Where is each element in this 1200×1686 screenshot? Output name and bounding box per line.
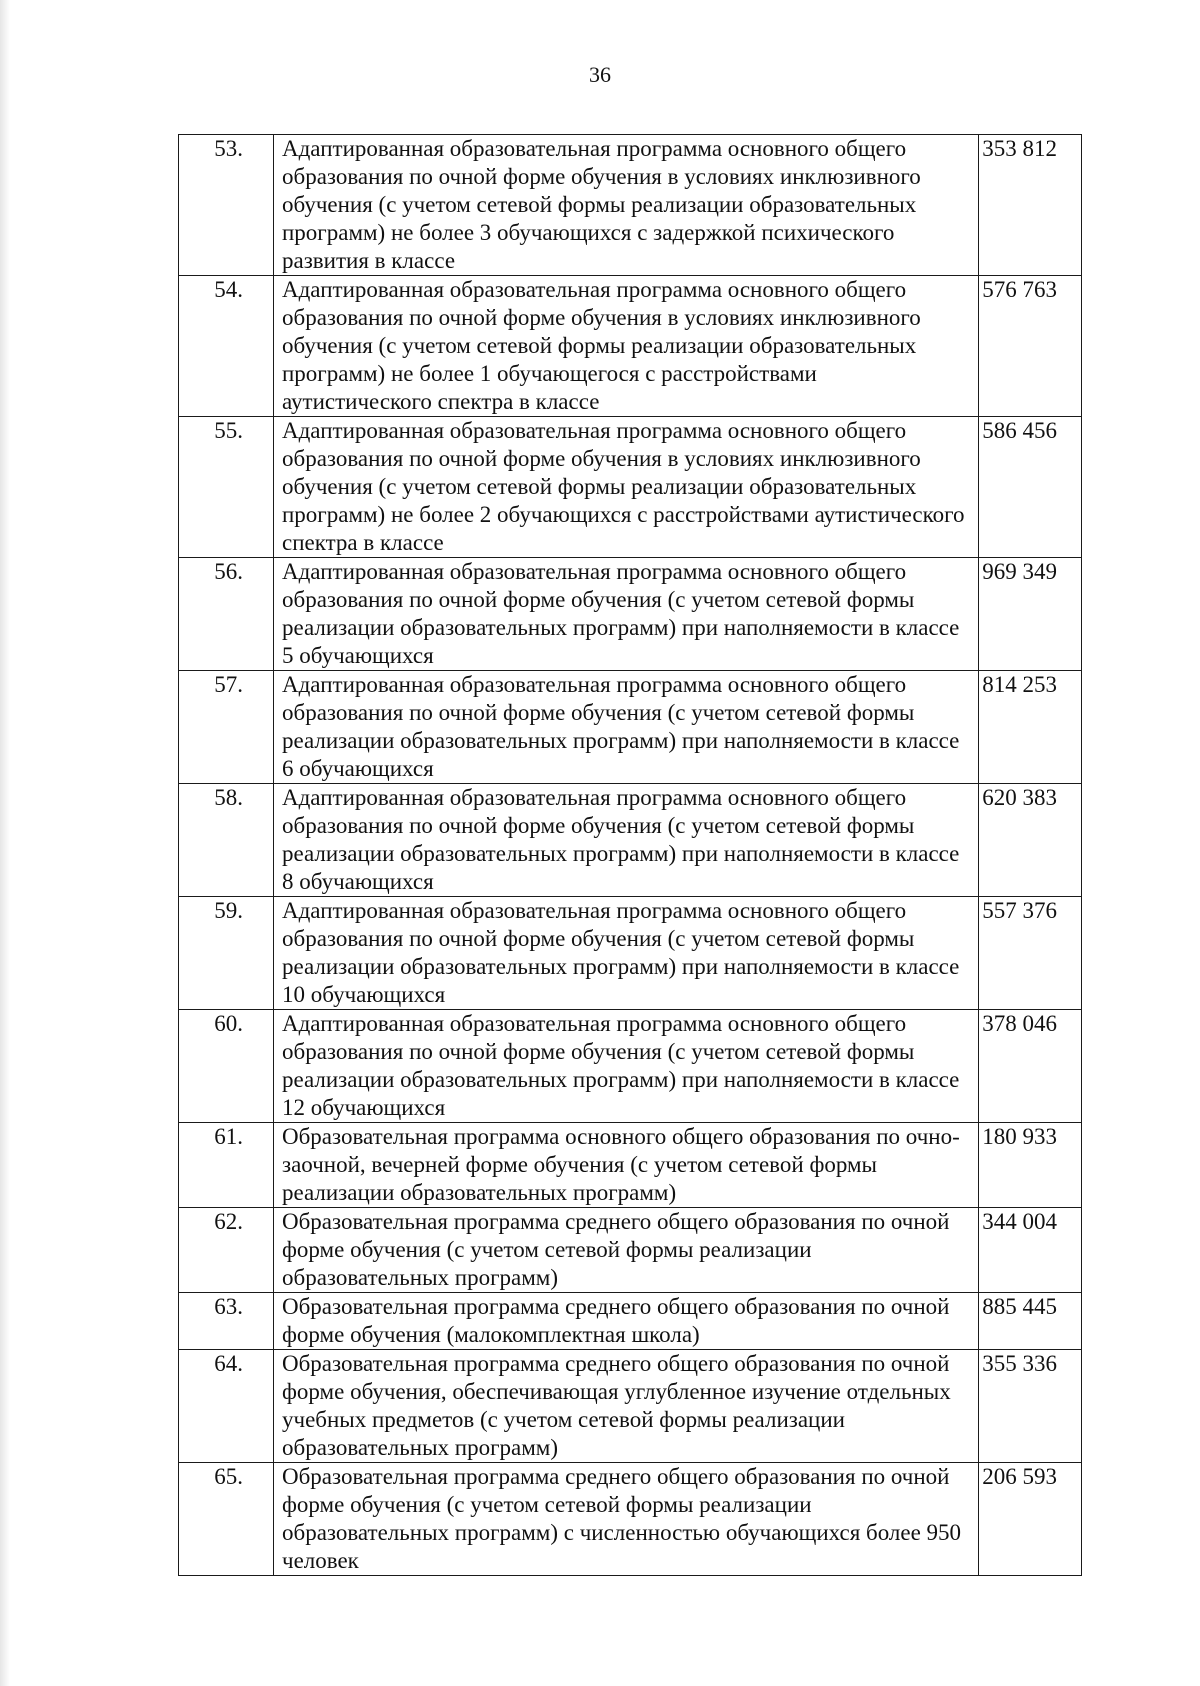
cost-value: 355 336 bbox=[979, 1350, 1082, 1463]
cost-value: 557 376 bbox=[979, 897, 1082, 1010]
program-description: Образовательная программа среднего общего образования по очной форме обучения (малокомплектная школа) bbox=[274, 1293, 979, 1350]
row-number: 64. bbox=[179, 1350, 274, 1463]
row-number: 57. bbox=[179, 671, 274, 784]
program-description: Образовательная программа среднего общего образования по очной форме обучения (с учетом сетевой формы реализации образовательных программ) bbox=[274, 1208, 979, 1293]
cost-value: 344 004 bbox=[979, 1208, 1082, 1293]
scan-edge bbox=[0, 0, 10, 1686]
row-number: 55. bbox=[179, 417, 274, 558]
cost-value: 586 456 bbox=[979, 417, 1082, 558]
cost-value: 180 933 bbox=[979, 1123, 1082, 1208]
cost-value: 885 445 bbox=[979, 1293, 1082, 1350]
program-description: Адаптированная образовательная программа основного общего образования по очной форме обучения (с учетом сетевой формы реализации образовательных программ) при наполняемости в классе 6 обучающихся bbox=[274, 671, 979, 784]
program-description: Адаптированная образовательная программа основного общего образования по очной форме обучения (с учетом сетевой формы реализации образовательных программ) при наполняемости в классе 12 обучающихся bbox=[274, 1010, 979, 1123]
cost-value: 378 046 bbox=[979, 1010, 1082, 1123]
table-row bbox=[179, 276, 1082, 417]
row-number: 63. bbox=[179, 1293, 274, 1350]
table-row bbox=[179, 671, 1082, 784]
table-row bbox=[179, 417, 1082, 558]
cost-table bbox=[178, 134, 1082, 1576]
table-row bbox=[179, 1010, 1082, 1123]
program-description: Образовательная программа среднего общего образования по очной форме обучения, обеспечивающая углубленное изучение отдельных учебных предметов (с учетом сетевой формы реализации образовательных программ) bbox=[274, 1350, 979, 1463]
program-description: Адаптированная образовательная программа основного общего образования по очной форме обучения (с учетом сетевой формы реализации образовательных программ) при наполняемости в классе 8 обучающихся bbox=[274, 784, 979, 897]
program-description: Адаптированная образовательная программа основного общего образования по очной форме обучения (с учетом сетевой формы реализации образовательных программ) при наполняемости в классе 10 обучающихся bbox=[274, 897, 979, 1010]
program-description: Адаптированная образовательная программа основного общего образования по очной форме обучения в условиях инклюзивного обучения (с учетом сетевой формы реализации образовательных программ) не более 1 обучающегося с расстройствами аутистического спектра в классе bbox=[274, 276, 979, 417]
cost-value: 814 253 bbox=[979, 671, 1082, 784]
table-row bbox=[179, 1350, 1082, 1463]
table-row bbox=[179, 1293, 1082, 1350]
cost-value: 620 383 bbox=[979, 784, 1082, 897]
program-description: Образовательная программа основного общего образования по очно-заочной, вечерней форме обучения (с учетом сетевой формы реализации образовательных программ) bbox=[274, 1123, 979, 1208]
row-number: 58. bbox=[179, 784, 274, 897]
table-row bbox=[179, 1463, 1082, 1576]
program-description: Адаптированная образовательная программа основного общего образования по очной форме обучения в условиях инклюзивного обучения (с учетом сетевой формы реализации образовательных программ) не более 2 обучающихся с расстройствами аутистического спектра в классе bbox=[274, 417, 979, 558]
cost-value: 576 763 bbox=[979, 276, 1082, 417]
row-number: 53. bbox=[179, 135, 274, 276]
program-description: Адаптированная образовательная программа основного общего образования по очной форме обучения в условиях инклюзивного обучения (с учетом сетевой формы реализации образовательных программ) не более 3 обучающихся с задержкой психического развития в классе bbox=[274, 135, 979, 276]
table-row bbox=[179, 784, 1082, 897]
row-number: 56. bbox=[179, 558, 274, 671]
row-number: 62. bbox=[179, 1208, 274, 1293]
page-number: 36 bbox=[589, 62, 611, 87]
cost-value: 969 349 bbox=[979, 558, 1082, 671]
row-number: 60. bbox=[179, 1010, 274, 1123]
row-number: 54. bbox=[179, 276, 274, 417]
row-number: 65. bbox=[179, 1463, 274, 1576]
program-description: Образовательная программа среднего общего образования по очной форме обучения (с учетом сетевой формы реализации образовательных программ) с численностью обучающихся более 950 человек bbox=[274, 1463, 979, 1576]
cost-value: 206 593 bbox=[979, 1463, 1082, 1576]
program-description: Адаптированная образовательная программа основного общего образования по очной форме обучения (с учетом сетевой формы реализации образовательных программ) при наполняемости в классе 5 обучающихся bbox=[274, 558, 979, 671]
table-row bbox=[179, 1123, 1082, 1208]
table-row bbox=[179, 1208, 1082, 1293]
table-row bbox=[179, 897, 1082, 1010]
table-row bbox=[179, 135, 1082, 276]
row-number: 59. bbox=[179, 897, 274, 1010]
row-number: 61. bbox=[179, 1123, 274, 1208]
cost-value: 353 812 bbox=[979, 135, 1082, 276]
table-row bbox=[179, 558, 1082, 671]
